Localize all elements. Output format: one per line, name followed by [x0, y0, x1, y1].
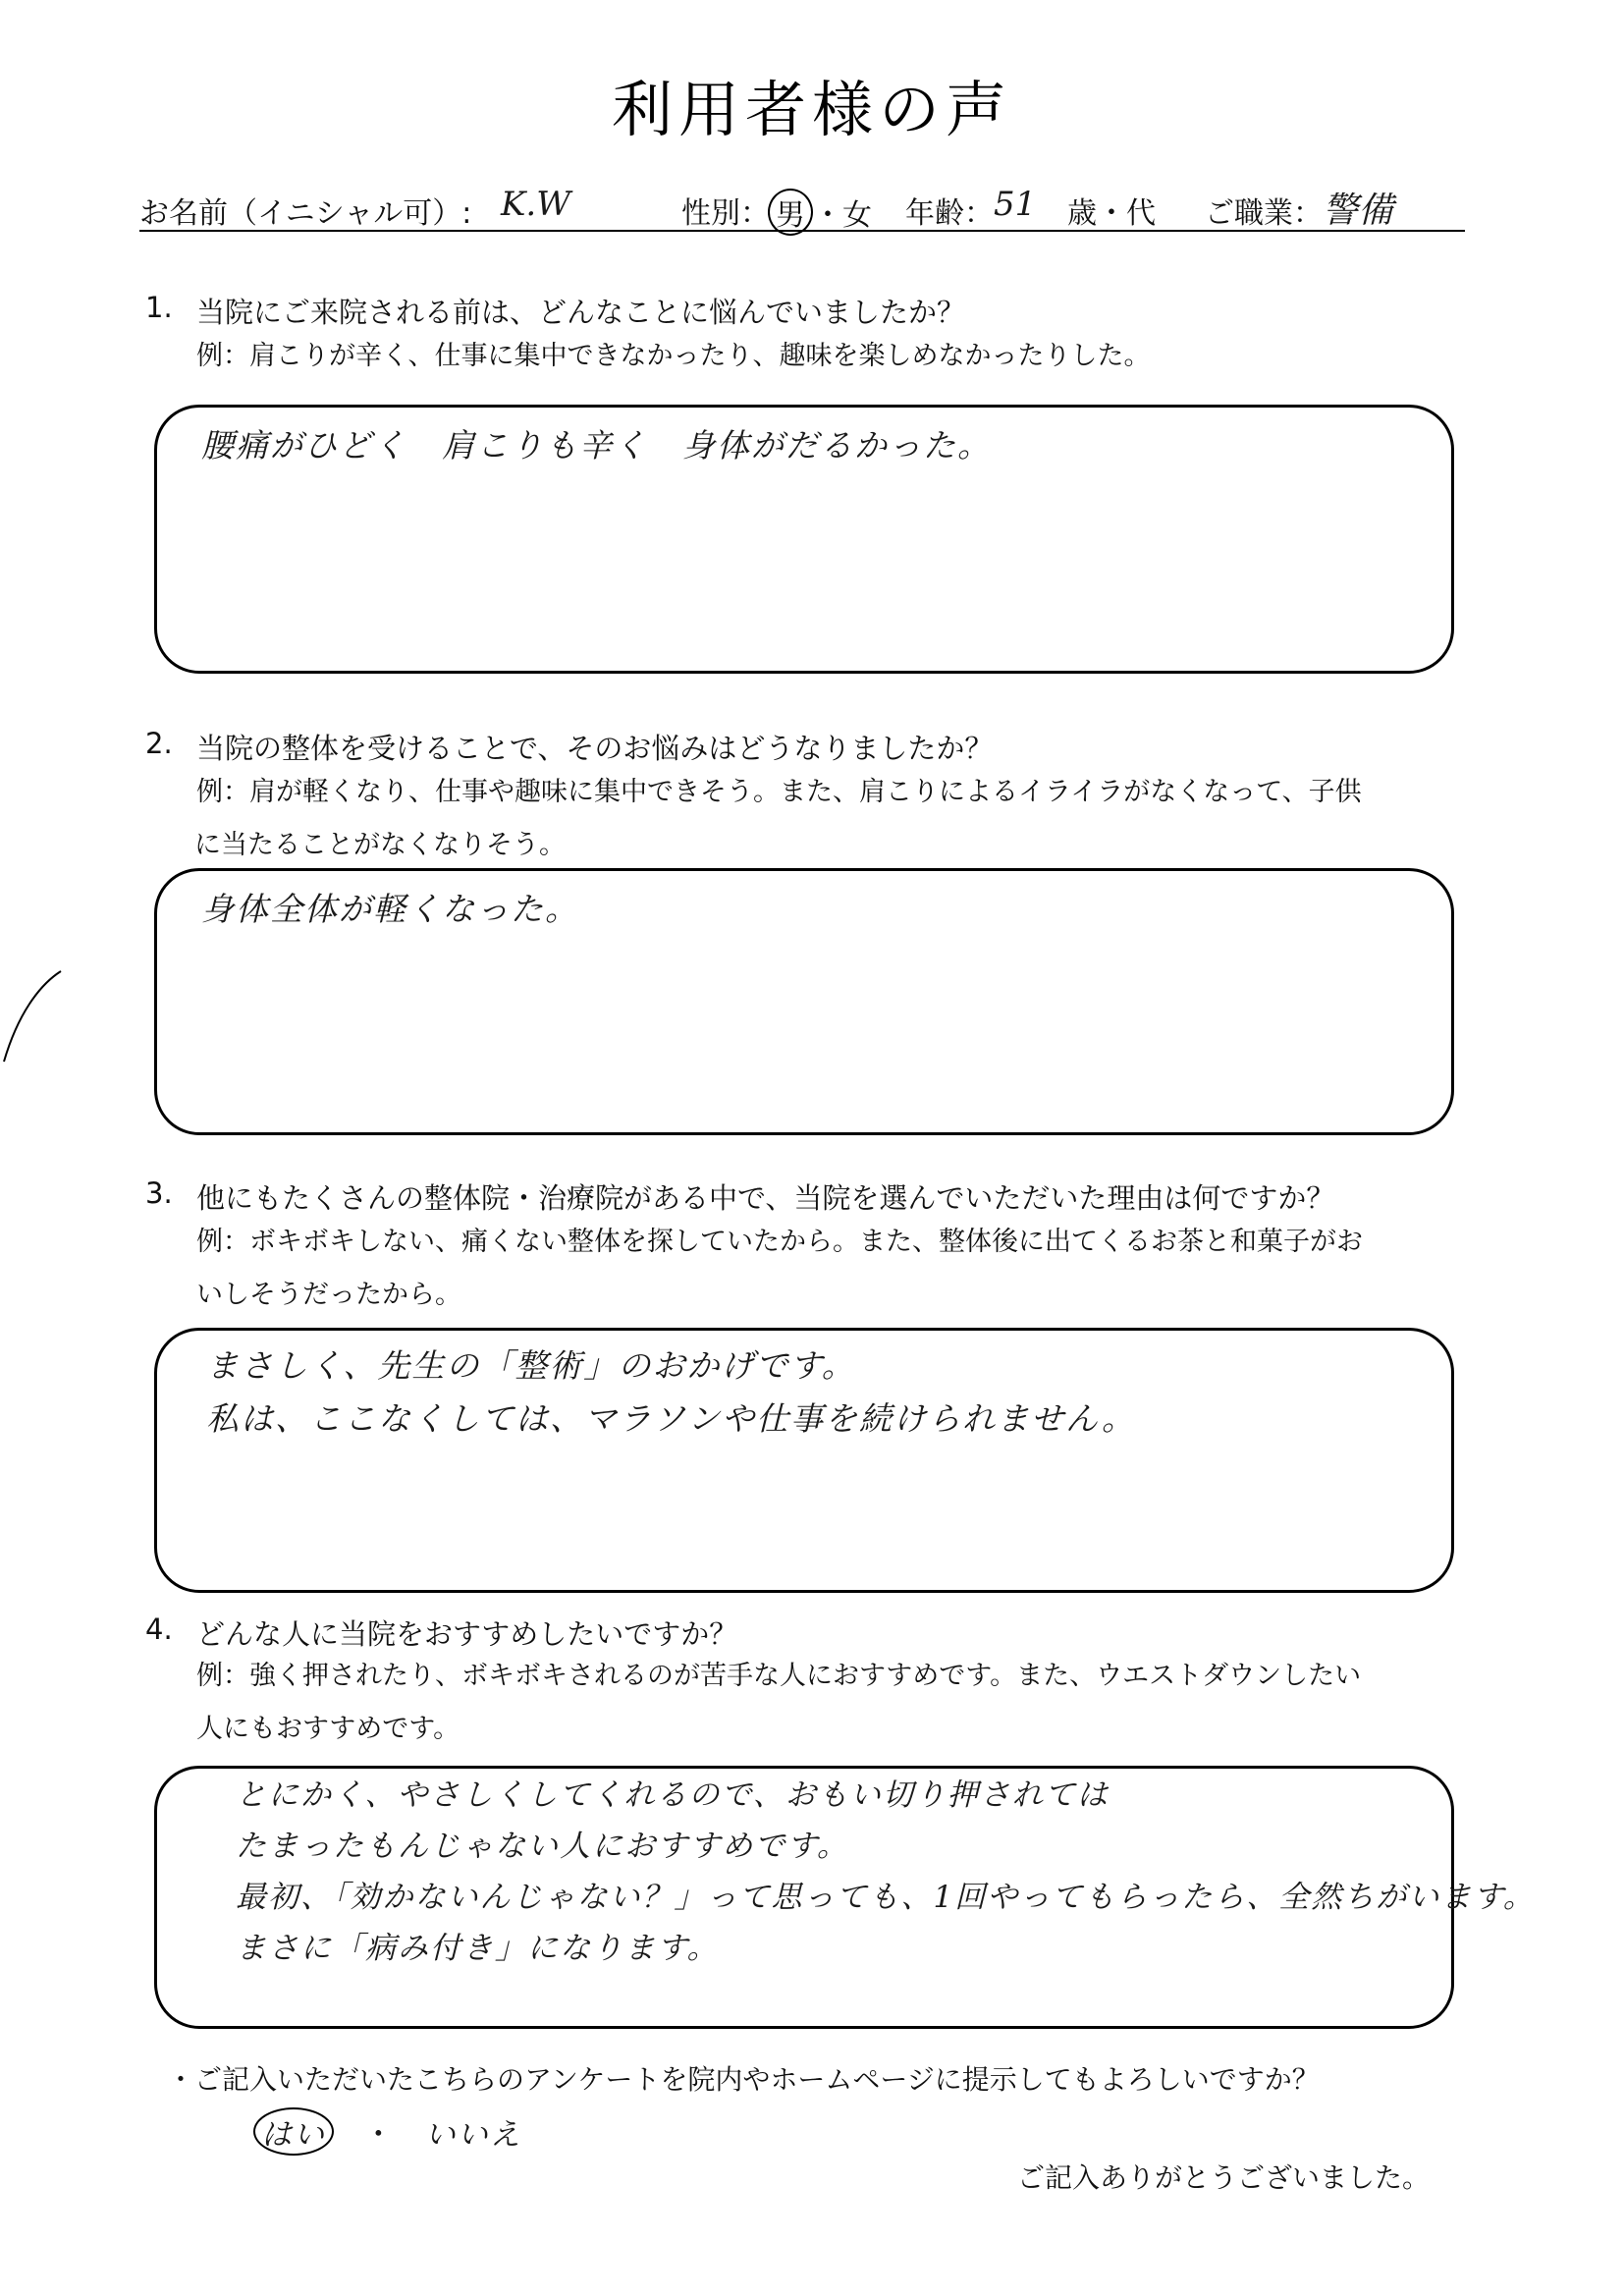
- example-line: 例：強く押されたり、ボキボキされるのが苦手な人におすすめです。また、ウエストダウンしたい: [196, 1661, 1362, 1691]
- consent-yes-selected: はい: [253, 2107, 334, 2156]
- name-value: K.W: [501, 185, 571, 224]
- question-1-example: [196, 330, 1150, 383]
- respondent-info-line: [139, 185, 1465, 232]
- question-1-text: 当院にご来院される前は、どんなことに悩んでいましたか？: [196, 296, 966, 329]
- page-title: 利用者様の声: [611, 74, 1012, 145]
- question-2-number: 2.: [145, 727, 173, 760]
- closing-message: ご記入ありがとうございました。: [1017, 2161, 1431, 2194]
- consent-answer: [253, 2107, 522, 2156]
- question-3-text: 他にもたくさんの整体院・治療院がある中で、当院を選んでいただいた理由は何ですか？: [196, 1181, 1335, 1215]
- question-4-text: どんな人に当院をおすすめしたいですか？: [196, 1617, 738, 1651]
- answer-1-text: [201, 420, 992, 466]
- question-2-example: [196, 766, 1362, 872]
- example-line: いしそうだったから。: [196, 1280, 461, 1310]
- gender-female: 女: [842, 198, 872, 233]
- example-line: 例：肩が軽くなり、仕事や趣味に集中できそう。また、肩こりによるイライラがなくなって、子供: [196, 777, 1362, 807]
- job-value: 警備: [1323, 191, 1394, 231]
- answer-3-text: [206, 1339, 1136, 1446]
- question-2-text: 当院の整体を受けることで、そのお悩みはどうなりましたか？: [196, 732, 994, 765]
- consent-question: ・ご記入いただいたこちらのアンケートを院内やホームページに提示してもよろしいですか？: [167, 2063, 1320, 2096]
- age-value: 51: [994, 185, 1037, 224]
- gender-male-selected: 男: [768, 189, 813, 236]
- answer-2-text: [201, 884, 579, 930]
- age-suffix: 歳・代: [1067, 196, 1156, 231]
- answer-line: 身体全体が軽くなった。: [201, 890, 579, 928]
- answer-line: まさしく、先生の「整術」のおかげです。: [206, 1346, 856, 1385]
- scan-mark-decoration: [0, 967, 69, 1066]
- example-line: 例：肩こりが辛く、仕事に集中できなかったり、趣味を楽しめなかったりした。: [196, 341, 1151, 371]
- answer-line: 最初、「効かないんじゃない？」って思っても、1回やってもらったら、全然ちがいます。: [236, 1880, 1536, 1915]
- example-line: に当たることがなくなりそう。: [194, 830, 566, 860]
- example-line: 例：ボキボキしない、痛くない整体を探していたから。また、整体後に出てくるお茶と和菓子がお: [196, 1227, 1363, 1257]
- question-4-example: [196, 1650, 1361, 1756]
- consent-separator: ・: [362, 2117, 396, 2153]
- consent-no: いいえ: [424, 2117, 522, 2153]
- answer-4-text: [236, 1770, 1536, 1974]
- gender-options: [768, 189, 872, 236]
- name-label: お名前（イニシャル可）:: [139, 196, 472, 231]
- age-label: 年齢：: [905, 196, 994, 231]
- job-label: ご職業：: [1205, 196, 1323, 231]
- question-4-number: 4.: [145, 1613, 173, 1646]
- answer-line: 私は、ここなくしては、マラソンや仕事を続けられません。: [206, 1399, 1136, 1438]
- answer-line: まさに「病み付き」になります。: [236, 1931, 720, 1966]
- example-line: 人にもおすすめです。: [196, 1714, 460, 1744]
- gender-label: 性別：: [681, 196, 770, 231]
- question-3-number: 3.: [145, 1176, 173, 1210]
- gender-separator: ・: [813, 198, 842, 233]
- question-3-example: [196, 1216, 1363, 1322]
- question-1-number: 1.: [145, 291, 173, 324]
- answer-line: とにかく、やさしくしてくれるので、おもい切り押されては: [236, 1777, 1110, 1813]
- answer-line: 腰痛がひどく 肩こりも辛く 身体がだるかった。: [201, 426, 992, 465]
- answer-line: たまったもんじゃない人におすすめです。: [236, 1829, 849, 1864]
